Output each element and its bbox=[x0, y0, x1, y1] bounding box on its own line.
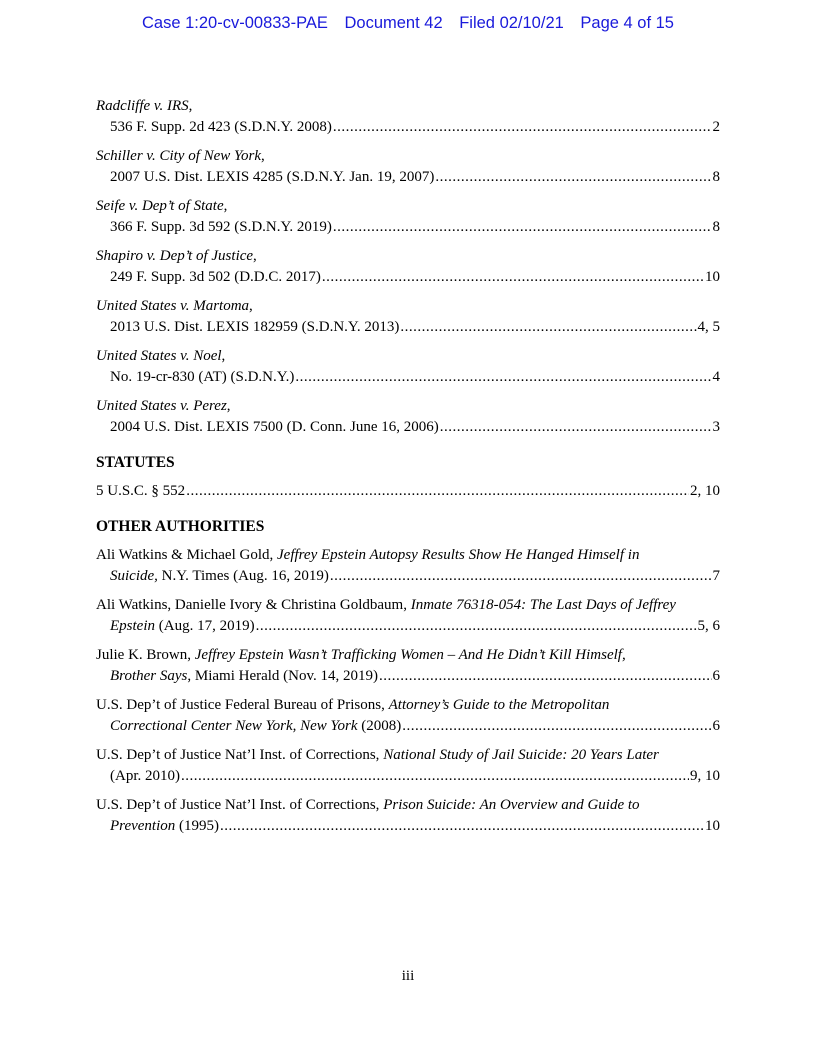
authority-author: U.S. Dep’t of Justice Nat’l Inst. of Corrections, bbox=[96, 747, 384, 763]
authority-title: Jeffrey Epstein Autopsy Results Show He Hanged Himself in bbox=[277, 547, 640, 563]
separator: , bbox=[226, 398, 231, 414]
authority-author: Julie K. Brown, bbox=[96, 647, 195, 663]
page-refs: 7 bbox=[712, 568, 720, 584]
case-entry bbox=[96, 246, 720, 288]
case-name: Shapiro v. Dep’t of Justice bbox=[96, 248, 254, 264]
filed-date: Filed 02/10/21 bbox=[459, 14, 564, 32]
separator: , bbox=[188, 98, 193, 114]
page-refs: 4, 5 bbox=[697, 319, 720, 335]
authority-source: N.Y. Times (Aug. 16, 2019) bbox=[157, 568, 329, 584]
authority-title-cont: Brother Says bbox=[110, 668, 188, 684]
dot-leader bbox=[333, 117, 712, 138]
page-refs: 10 bbox=[705, 818, 720, 834]
case-citation: 2004 U.S. Dist. LEXIS 7500 (D. Conn. June 16, 2006) bbox=[110, 419, 439, 435]
authority-source: (Aug. 17, 2019) bbox=[155, 618, 255, 634]
authority-title: National Study of Jail Suicide: 20 Years Later bbox=[383, 747, 659, 763]
dot-leader bbox=[220, 816, 704, 837]
authority-author: Ali Watkins, Danielle Ivory & Christina Goldbaum, bbox=[96, 597, 411, 613]
dot-leader bbox=[440, 417, 712, 438]
authority-entry bbox=[96, 545, 720, 587]
case-entry bbox=[96, 296, 720, 338]
page-refs: 3 bbox=[712, 419, 720, 435]
authority-source: (2008) bbox=[357, 718, 402, 734]
page-indicator: Page 4 of 15 bbox=[580, 14, 674, 32]
case-citation: 536 F. Supp. 2d 423 (S.D.N.Y. 2008) bbox=[110, 119, 332, 135]
dot-leader bbox=[402, 716, 711, 737]
dot-leader bbox=[400, 317, 696, 338]
case-name: United States v. Noel bbox=[96, 348, 222, 364]
case-name: United States v. Perez bbox=[96, 398, 227, 414]
dot-leader bbox=[256, 616, 697, 637]
authority-entry bbox=[96, 795, 720, 837]
page-refs: 5, 6 bbox=[697, 618, 720, 634]
page-refs: 6 bbox=[712, 668, 720, 684]
separator: , bbox=[223, 198, 228, 214]
authority-title: Attorney’s Guide to the Metropolitan bbox=[388, 697, 610, 713]
page-refs: 9, 10 bbox=[690, 768, 720, 784]
case-name: United States v. Martoma bbox=[96, 298, 250, 314]
authority-entry bbox=[96, 595, 720, 637]
authority-title: Inmate 76318-054: The Last Days of Jeffrey bbox=[410, 597, 676, 613]
dot-leader bbox=[333, 217, 712, 238]
authority-title-cont: Prevention bbox=[110, 818, 176, 834]
page-refs: 8 bbox=[712, 219, 720, 235]
dot-leader bbox=[379, 666, 711, 687]
authority-author: U.S. Dep’t of Justice Nat’l Inst. of Corrections, bbox=[96, 797, 384, 813]
page-refs: 8 bbox=[712, 169, 720, 185]
case-citation: 366 F. Supp. 3d 592 (S.D.N.Y. 2019) bbox=[110, 219, 332, 235]
authority-title-cont: Epstein bbox=[110, 618, 155, 634]
case-entry bbox=[96, 396, 720, 438]
case-entry bbox=[96, 196, 720, 238]
document-number: Document 42 bbox=[344, 14, 443, 32]
authority-title-cont: Correctional Center New York, New York bbox=[110, 718, 358, 734]
authority-source: (Apr. 2010) bbox=[110, 768, 180, 784]
page-refs: 2 bbox=[712, 119, 720, 135]
authority-entry bbox=[96, 645, 720, 687]
case-name: Radcliffe v. IRS bbox=[96, 98, 189, 114]
authority-source: (1995) bbox=[175, 818, 220, 834]
page-refs: 2, 10 bbox=[690, 483, 720, 499]
authority-title-cont: Suicide, bbox=[110, 568, 158, 584]
authority-title: Jeffrey Epstein Wasn’t Trafficking Women – And He Didn’t Kill Himself, bbox=[194, 647, 626, 663]
other-authorities-heading: OTHER AUTHORITIES bbox=[96, 518, 265, 535]
dot-leader bbox=[322, 267, 704, 288]
case-name: Seife v. Dep’t of State bbox=[96, 198, 224, 214]
case-entry bbox=[96, 96, 720, 138]
case-entry bbox=[96, 346, 720, 388]
case-citation: 249 F. Supp. 3d 502 (D.D.C. 2017) bbox=[110, 269, 321, 285]
dot-leader bbox=[330, 566, 712, 587]
separator: , bbox=[249, 298, 253, 314]
dot-leader bbox=[295, 367, 711, 388]
authority-author: U.S. Dep’t of Justice Federal Bureau of Prisons, bbox=[96, 697, 389, 713]
authority-author: Ali Watkins & Michael Gold, bbox=[96, 547, 277, 563]
ecf-header bbox=[0, 14, 816, 33]
case-citation: No. 19-cr-830 (AT) (S.D.N.Y.) bbox=[110, 369, 295, 385]
dot-leader bbox=[181, 766, 689, 787]
authority-source: , Miami Herald (Nov. 14, 2019) bbox=[187, 668, 379, 684]
authority-title: Prison Suicide: An Overview and Guide to bbox=[383, 797, 640, 813]
page-refs: 6 bbox=[712, 718, 720, 734]
statute-entry bbox=[96, 481, 720, 502]
page-refs: 10 bbox=[705, 269, 720, 285]
separator: , bbox=[253, 248, 257, 264]
case-citation: 2007 U.S. Dist. LEXIS 4285 (S.D.N.Y. Jan. 19, 2007) bbox=[110, 169, 435, 185]
authority-entry bbox=[96, 745, 720, 787]
separator: , bbox=[261, 148, 265, 164]
case-citation: 2013 U.S. Dist. LEXIS 182959 (S.D.N.Y. 2013) bbox=[110, 319, 400, 335]
dot-leader bbox=[186, 481, 689, 502]
table-of-authorities bbox=[96, 96, 720, 845]
case-entry bbox=[96, 146, 720, 188]
statutes-heading: STATUTES bbox=[96, 454, 175, 471]
page-number: iii bbox=[401, 968, 415, 984]
dot-leader bbox=[435, 167, 711, 188]
case-name: Schiller v. City of New York bbox=[96, 148, 261, 164]
statute-citation: 5 U.S.C. § 552 bbox=[96, 483, 186, 499]
case-number: Case 1:20-cv-00833-PAE bbox=[142, 14, 328, 32]
authority-entry bbox=[96, 695, 720, 737]
separator: , bbox=[221, 348, 226, 364]
page-refs: 4 bbox=[712, 369, 720, 385]
